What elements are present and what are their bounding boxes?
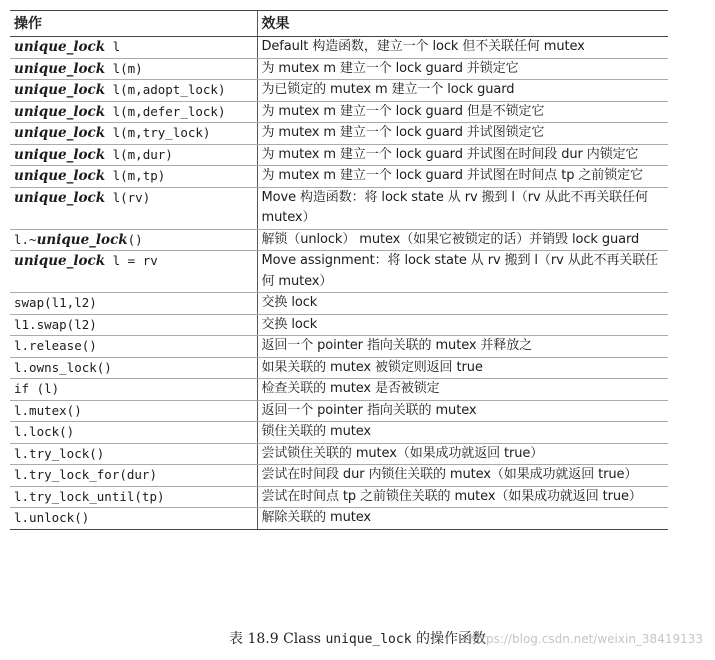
table-row [10, 314, 668, 336]
operation-cell: unique_lock l(m,defer_lock) [10, 101, 257, 123]
operation-cell: l.mutex() [10, 400, 257, 422]
unique-lock-keyword: unique_lock [14, 103, 106, 120]
effect-cell: 为 mutex m 建立一个 lock guard 但是不锁定它 [257, 101, 668, 123]
table-row [10, 144, 668, 166]
effect-cell: 为 mutex m 建立一个 lock guard 并试图在时间点 tp 之前锁定它 [257, 166, 668, 188]
effect-cell: 为 mutex m 建立一个 lock guard 并试图在时间段 dur 内锁定它 [257, 144, 668, 166]
operation-cell: if (l) [10, 379, 257, 401]
operation-cell: unique_lock l(m,tp) [10, 166, 257, 188]
effect-cell: Move assignment：将 lock state 从 rv 搬到 l（rv 从此不再关联任何 mutex） [257, 251, 668, 293]
operation-cell: unique_lock l(m,adopt_lock) [10, 80, 257, 102]
table-row [10, 123, 668, 145]
unique-lock-keyword: unique_lock [36, 231, 128, 248]
operation-cell: l.lock() [10, 422, 257, 444]
effect-cell: Default 构造函数，建立一个 lock 但不关联任何 mutex [257, 37, 668, 59]
caption-suffix: 的操作函数 [411, 631, 486, 647]
table-row [10, 187, 668, 229]
table-row [10, 101, 668, 123]
table-row [10, 508, 668, 530]
operation-cell: unique_lock l = rv [10, 251, 257, 293]
table-row [10, 293, 668, 315]
table-body [10, 37, 668, 530]
effect-cell: 为 mutex m 建立一个 lock guard 并试图锁定它 [257, 123, 668, 145]
operations-table-container [10, 10, 668, 530]
unique-lock-keyword: unique_lock [14, 189, 106, 206]
effect-cell: 检查关联的 mutex 是否被锁定 [257, 379, 668, 401]
table-row [10, 229, 668, 251]
table-row [10, 251, 668, 293]
operation-cell: l.try_lock_for(dur) [10, 465, 257, 487]
effect-cell: 交换 lock [257, 314, 668, 336]
effect-cell: 返回一个 pointer 指向关联的 mutex [257, 400, 668, 422]
operation-cell: l.try_lock() [10, 443, 257, 465]
table-row [10, 400, 668, 422]
table-row [10, 58, 668, 80]
effect-cell: 锁住关联的 mutex [257, 422, 668, 444]
header-effect: 效果 [257, 11, 668, 37]
table-row [10, 379, 668, 401]
table-row [10, 166, 668, 188]
unique-lock-keyword: unique_lock [14, 168, 106, 184]
table-row [10, 357, 668, 379]
unique-lock-keyword: unique_lock [14, 82, 106, 98]
effect-cell: 如果关联的 mutex 被锁定则返回 true [257, 357, 668, 379]
table-row [10, 37, 668, 59]
header-operation: 操作 [10, 11, 257, 37]
effect-cell: 交换 lock [257, 293, 668, 315]
effect-cell: 为已锁定的 mutex m 建立一个 lock guard [257, 80, 668, 102]
table-row [10, 465, 668, 487]
operation-cell: unique_lock l [10, 37, 257, 59]
table-row [10, 486, 668, 508]
effect-cell: 解除关联的 mutex [257, 508, 668, 530]
table-row [10, 422, 668, 444]
unique-lock-keyword: unique_lock [14, 39, 106, 55]
operation-cell: swap(l1,l2) [10, 293, 257, 315]
operation-cell: l.~unique_lock() [10, 229, 257, 251]
unique-lock-keyword: unique_lock [14, 146, 106, 163]
unique-lock-keyword: unique_lock [14, 125, 106, 141]
operation-cell: l.owns_lock() [10, 357, 257, 379]
effect-cell: 尝试在时间段 dur 内锁住关联的 mutex（如果成功就返回 true） [257, 465, 668, 487]
effect-cell: 尝试锁住关联的 mutex（如果成功就返回 true） [257, 443, 668, 465]
operation-cell: l1.swap(l2) [10, 314, 257, 336]
caption-prefix: 表 18.9 Class [229, 631, 326, 647]
operation-cell: l.try_lock_until(tp) [10, 486, 257, 508]
effect-cell: 解锁（unlock） mutex（如果它被锁定的话）并销毁 lock guard [257, 229, 668, 251]
operation-cell: l.release() [10, 336, 257, 358]
unique-lock-keyword: unique_lock [14, 60, 106, 77]
effect-cell: 为 mutex m 建立一个 lock guard 并锁定它 [257, 58, 668, 80]
watermark: https://blog.csdn.net/weixin_38419133 [468, 632, 703, 646]
operation-cell: unique_lock l(m,dur) [10, 144, 257, 166]
table-row [10, 80, 668, 102]
operation-cell: unique_lock l(m,try_lock) [10, 123, 257, 145]
effect-cell: Move 构造函数：将 lock state 从 rv 搬到 l（rv 从此不再关联任何 mutex） [257, 187, 668, 229]
caption-code: unique_lock [325, 632, 412, 647]
operation-cell: unique_lock l(rv) [10, 187, 257, 229]
unique-lock-operations-table [10, 10, 668, 530]
table-row [10, 443, 668, 465]
unique-lock-keyword: unique_lock [14, 253, 106, 269]
operation-cell: l.unlock() [10, 508, 257, 530]
operation-cell: unique_lock l(m) [10, 58, 257, 80]
table-row [10, 336, 668, 358]
effect-cell: 尝试在时间点 tp 之前锁住关联的 mutex（如果成功就返回 true） [257, 486, 668, 508]
effect-cell: 返回一个 pointer 指向关联的 mutex 并释放之 [257, 336, 668, 358]
table-header-row [10, 11, 668, 37]
